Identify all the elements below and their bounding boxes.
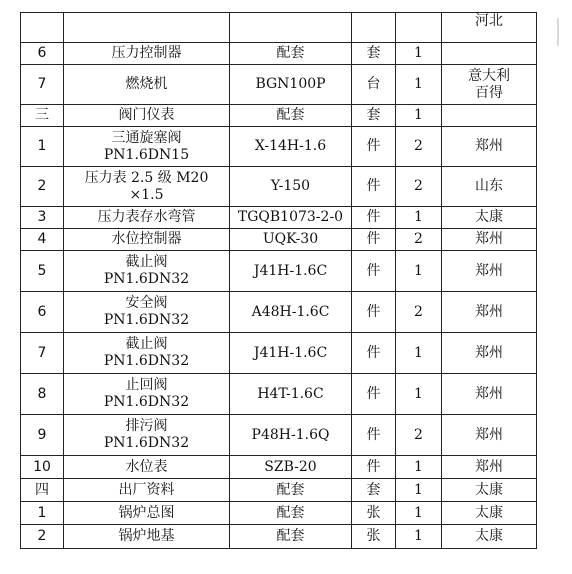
table-row	[21, 502, 537, 525]
cell-item-name	[64, 105, 230, 127]
cell-unit: 件	[352, 333, 396, 374]
cell-unit: 件	[352, 292, 396, 333]
cell-item-name-line: 压力表 2.5 级 M20	[84, 169, 209, 186]
cell-origin	[442, 333, 537, 374]
cell-quantity: 1	[396, 525, 442, 549]
cell-item-name-line: PN1.6DN32	[103, 271, 190, 287]
cell-item-name-line: 压力表存水弯管	[97, 209, 196, 225]
cell-model: 配套	[230, 502, 352, 525]
cell-origin-line: 郑州	[475, 231, 503, 247]
table-row	[21, 525, 537, 549]
cell-number: 4	[21, 229, 64, 251]
table-row	[21, 43, 537, 65]
cell-unit: 套	[352, 43, 396, 65]
cell-quantity: 1	[396, 479, 442, 502]
cell-item-name	[64, 525, 230, 549]
cell-unit: 件	[352, 207, 396, 229]
cell-quantity: 1	[396, 65, 442, 105]
cell-number: 8	[21, 374, 64, 415]
cell-item-name	[64, 229, 230, 251]
cell-unit: 张	[352, 525, 396, 549]
cell-number: 三	[21, 105, 64, 127]
cell-origin	[442, 207, 537, 229]
cell-item-name-line: 止回阀	[125, 377, 168, 393]
cell-quantity: 1	[396, 105, 442, 127]
cell-item-name-line: 水位表	[125, 458, 168, 475]
cell-origin-line: 郑州	[475, 303, 503, 320]
cell-item-name-line: PN1.6DN32	[103, 394, 190, 410]
cell-model: BGN100P	[230, 65, 352, 105]
cell-model: 配套	[230, 43, 352, 65]
cell-unit: 件	[352, 229, 396, 251]
cell-model: UQK-30	[230, 229, 352, 251]
cell-origin	[442, 65, 537, 105]
cell-quantity: 2	[396, 229, 442, 251]
cell-item-name-line: ×1.5	[129, 186, 164, 203]
cell-number: 1	[21, 127, 64, 167]
cell-item-name	[64, 13, 230, 43]
cell-model: J41H-1.6C	[230, 333, 352, 374]
cell-item-name	[64, 292, 230, 333]
cell-item-name-line: PN1.6DN32	[103, 353, 190, 369]
table-row	[21, 167, 537, 207]
cell-item-name	[64, 167, 230, 207]
cell-unit: 件	[352, 415, 396, 456]
cell-model: 配套	[230, 479, 352, 502]
table-row	[21, 479, 537, 502]
cell-quantity: 2	[396, 127, 442, 167]
cell-item-name-line: 锅炉总图	[118, 504, 175, 521]
cell-number: 3	[21, 207, 64, 229]
cell-unit: 台	[352, 65, 396, 105]
cell-quantity: 2	[396, 415, 442, 456]
cell-origin-line: 郑州	[475, 262, 503, 279]
cell-item-name	[64, 456, 230, 479]
cell-origin	[442, 167, 537, 207]
table-row	[21, 65, 537, 105]
cell-quantity: 1	[396, 43, 442, 65]
cell-model: 配套	[230, 525, 352, 549]
table-body	[21, 13, 537, 549]
cell-model: P48H-1.6Q	[230, 415, 352, 456]
cell-item-name	[64, 374, 230, 415]
cell-item-name-line: PN1.6DN15	[103, 146, 190, 163]
cell-number: 2	[21, 525, 64, 549]
cell-origin-line: 郑州	[475, 385, 503, 402]
cell-origin-line: 郑州	[475, 138, 503, 154]
equipment-table	[20, 12, 537, 549]
cell-origin-line: 河北	[475, 13, 503, 29]
cell-quantity: 2	[396, 167, 442, 207]
cell-item-name	[64, 127, 230, 167]
cell-item-name-line: 燃烧机	[125, 76, 168, 92]
cell-unit: 件	[352, 251, 396, 292]
table-row	[21, 456, 537, 479]
table-row	[21, 415, 537, 456]
cell-model: H4T-1.6C	[230, 374, 352, 415]
cell-origin-line: 太康	[475, 504, 503, 521]
scrollbar-edge	[557, 18, 559, 46]
cell-model: TGQB1073-2-0	[230, 207, 352, 229]
cell-item-name	[64, 333, 230, 374]
cell-number: 7	[21, 333, 64, 374]
cell-unit: 件	[352, 167, 396, 207]
cell-unit	[352, 13, 396, 43]
cell-item-name-line: 三通旋塞阀	[111, 129, 182, 146]
cell-model: 配套	[230, 105, 352, 127]
table-row	[21, 229, 537, 251]
cell-quantity: 1	[396, 374, 442, 415]
cell-origin	[442, 43, 537, 65]
cell-item-name-line: 阀门仪表	[118, 107, 175, 123]
cell-origin	[442, 415, 537, 456]
cell-number: 四	[21, 479, 64, 502]
cell-number: 2	[21, 167, 64, 207]
cell-origin	[442, 13, 537, 43]
cell-origin	[442, 456, 537, 479]
cell-item-name-line: 锅炉地基	[118, 528, 175, 544]
cell-number: 10	[21, 456, 64, 479]
cell-quantity: 1	[396, 207, 442, 229]
cell-model: J41H-1.6C	[230, 251, 352, 292]
cell-item-name-line: 出厂资料	[118, 481, 175, 498]
cell-origin-line: 太康	[475, 528, 503, 544]
cell-origin	[442, 479, 537, 502]
cell-unit: 张	[352, 502, 396, 525]
cell-origin	[442, 374, 537, 415]
cell-item-name-line: 安全阀	[125, 295, 168, 311]
cell-item-name-line: 截止阀	[125, 254, 168, 270]
cell-number: 7	[21, 65, 64, 105]
table-row	[21, 333, 537, 374]
cell-quantity: 2	[396, 292, 442, 333]
cell-quantity	[396, 13, 442, 43]
cell-unit: 套	[352, 105, 396, 127]
cell-item-name	[64, 207, 230, 229]
cell-item-name	[64, 415, 230, 456]
cell-origin-line: 山东	[475, 178, 503, 194]
cell-number: 6	[21, 292, 64, 333]
table-row	[21, 374, 537, 415]
cell-number: 6	[21, 43, 64, 65]
table-row	[21, 207, 537, 229]
cell-number: 5	[21, 251, 64, 292]
cell-item-name-line: PN1.6DN32	[103, 312, 190, 328]
cell-quantity: 1	[396, 502, 442, 525]
cell-model: SZB-20	[230, 456, 352, 479]
cell-origin-line: 郑州	[475, 426, 503, 443]
cell-item-name-line: 排污阀	[125, 418, 168, 434]
cell-item-name-line: 截止阀	[125, 336, 168, 352]
cell-number: 9	[21, 415, 64, 456]
cell-number	[21, 13, 64, 43]
cell-origin-line: 郑州	[475, 458, 503, 475]
cell-quantity: 1	[396, 333, 442, 374]
cell-item-name	[64, 65, 230, 105]
cell-quantity: 1	[396, 456, 442, 479]
cell-item-name-line: 压力控制器	[111, 45, 182, 61]
cell-model: Y-150	[230, 167, 352, 207]
cell-item-name-line: PN1.6DN32	[103, 435, 190, 451]
cell-origin	[442, 251, 537, 292]
cell-number: 1	[21, 502, 64, 525]
cell-origin-line: 意大利	[468, 67, 510, 84]
cell-item-name	[64, 479, 230, 502]
cell-origin	[442, 292, 537, 333]
cell-item-name	[64, 502, 230, 525]
cell-unit: 件	[352, 127, 396, 167]
cell-unit: 件	[352, 456, 396, 479]
table-row	[21, 13, 537, 43]
table-row	[21, 292, 537, 333]
cell-origin	[442, 502, 537, 525]
cell-item-name	[64, 251, 230, 292]
table-row	[21, 105, 537, 127]
cell-unit: 件	[352, 374, 396, 415]
cell-model: X-14H-1.6	[230, 127, 352, 167]
cell-origin-line: 太康	[475, 481, 503, 498]
cell-quantity: 1	[396, 251, 442, 292]
cell-origin-line: 太康	[475, 209, 503, 225]
cell-origin	[442, 105, 537, 127]
cell-origin	[442, 127, 537, 167]
table-row	[21, 251, 537, 292]
cell-model	[230, 13, 352, 43]
cell-item-name-line: 水位控制器	[111, 231, 182, 247]
cell-origin	[442, 525, 537, 549]
cell-model: A48H-1.6C	[230, 292, 352, 333]
cell-item-name	[64, 43, 230, 65]
cell-unit: 套	[352, 479, 396, 502]
cell-origin-line: 郑州	[475, 344, 503, 361]
cell-origin	[442, 229, 537, 251]
table-row	[21, 127, 537, 167]
cell-origin-line: 百得	[475, 84, 503, 101]
